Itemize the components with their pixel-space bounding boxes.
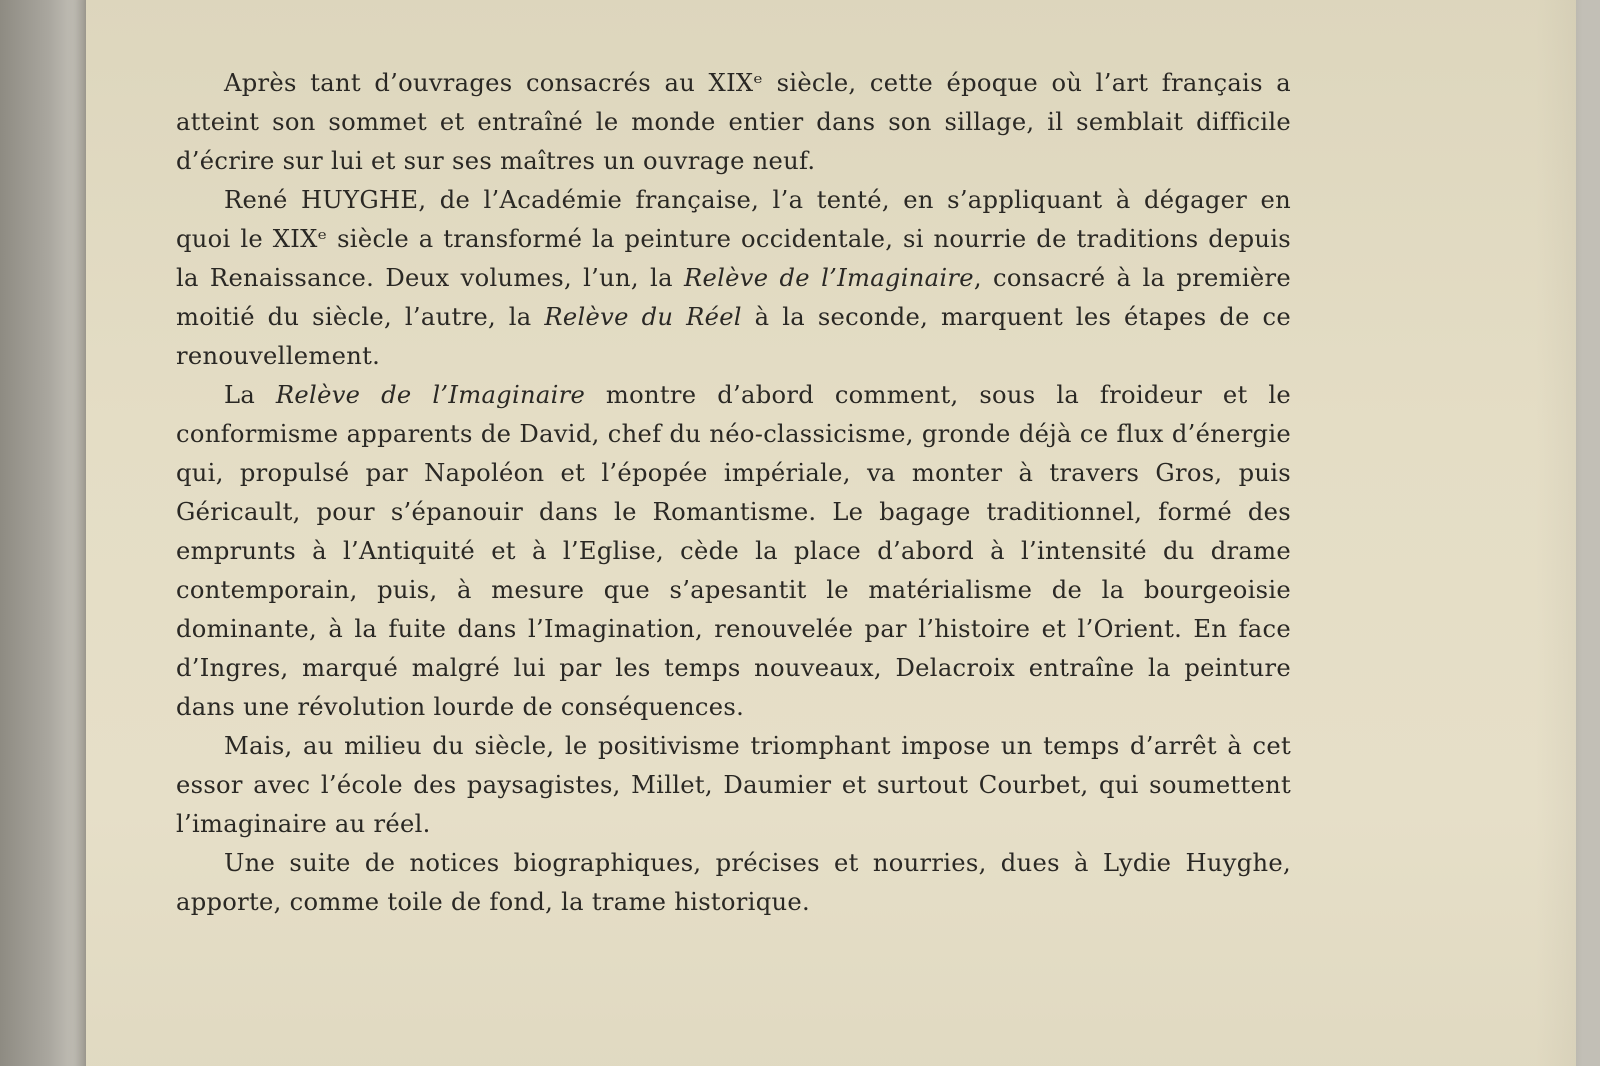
paragraph-4 [176, 727, 1291, 844]
paragraph-3-part-2: montre d’abord comment, sous la froideur et le conformisme apparents de David, chef du néo-classicisme, gronde déjà ce flux d’énergie qui, propulsé par Napoléon et l’épopée impériale, va monter à travers Gros, puis Géricault, pour s’épanouir dans le Romantisme. Le bagage traditionnel, formé des emprunts à l’Antiquité et à l’Eglise, cède la place d’abord à l’intensité du drame contemporain, puis, à mesure que s’apesantit le matérialisme de la bourgeoisie dominante, à la fuite dans l’Imagination, renouvelée par l’histoire et l’Orient. En face d’Ingres, marqué malgré lui par les temps nouveaux, Delacroix entraîne la peinture dans une révolution lourde de conséquences. [176, 381, 1291, 721]
paragraph-2-part-2: , consacré à la première moitié du siècle, l’autre, la [176, 264, 1291, 331]
title-releve-imaginaire: Relève de l’Imaginaire [683, 264, 974, 292]
paragraph-4-text: Mais, au milieu du siècle, le positivisme triomphant impose un temps d’arrêt à cet essor avec l’école des paysagistes, Millet, Daumier et surtout Courbet, qui soumettent l’imaginaire au réel. [176, 732, 1291, 838]
paragraph-2-part-1: René HUYGHE, de l’Académie française, l’a tenté, en s’appliquant à dégager en quoi le XIXᵉ siècle a transformé la peinture occidentale, si nourrie de traditions depuis la Renaissance. Deux volumes, l’un, la [176, 186, 1291, 292]
paragraph-5 [176, 844, 1291, 922]
paragraph-3-part-1: La [224, 381, 276, 409]
paragraph-2 [176, 181, 1291, 376]
title-releve-imaginaire-2: Relève de l’Imaginaire [275, 381, 586, 409]
paragraph-3 [176, 376, 1291, 727]
title-releve-reel: Relève du Réel [544, 303, 742, 331]
paragraph-1-text: Après tant d’ouvrages consacrés au XIXᵉ siècle, cette époque où l’art français a atteint son sommet et entraîné le monde entier dans son sillage, il semblait difficile d’écrire sur lui et sur ses maîtres un ouvrage neuf. [176, 69, 1291, 175]
blurb-text [176, 64, 1291, 922]
page-shadow [1536, 0, 1576, 1066]
paragraph-1 [176, 64, 1291, 181]
paragraph-5-text: Une suite de notices biographiques, précises et nourries, dues à Lydie Huyghe, apporte, comme toile de fond, la trame historique. [176, 849, 1291, 916]
paragraph-2-part-3: à la seconde, marquent les étapes de ce renouvellement. [176, 303, 1291, 370]
